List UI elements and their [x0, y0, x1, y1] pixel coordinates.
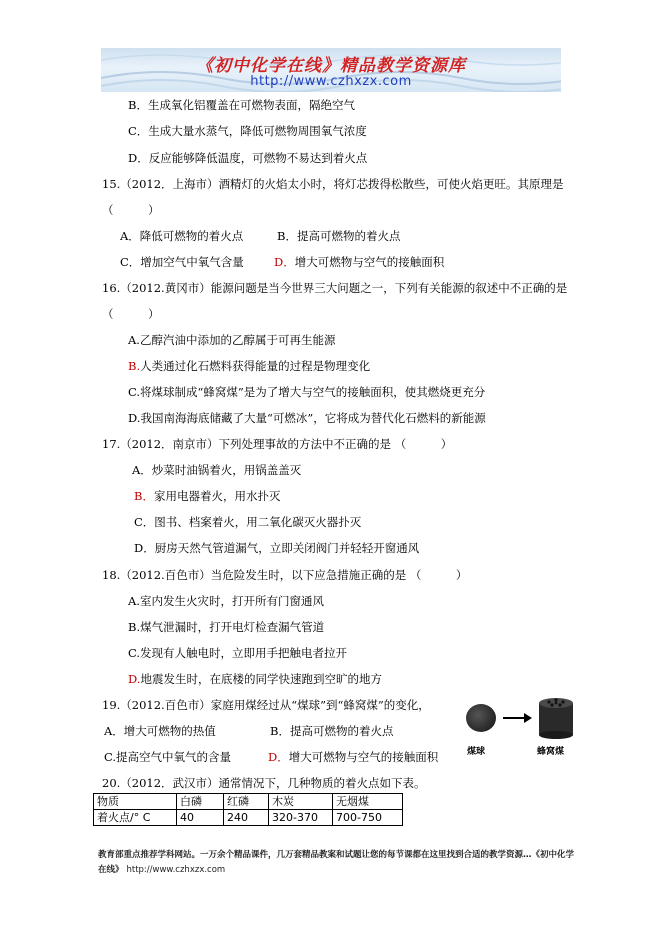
q15-option-b: B．提高可燃物的着火点 — [277, 229, 401, 243]
q16-stem: 16.（2012.黄冈市）能源问题是当今世界三大问题之一，下列有关能源的叙述中不正确的是 — [102, 281, 568, 295]
q18-option-b: B.煤气泄漏时，打开电灯检查漏气管道 — [128, 620, 325, 634]
q17-option-b — [134, 489, 280, 503]
table-header-row — [94, 794, 403, 810]
banner-url-link[interactable]: http://www.czhxzx.com — [250, 74, 412, 89]
page-footer — [98, 848, 578, 878]
q14-option-d: D．反应能够降低温度，可燃物不易达到着火点 — [128, 151, 368, 165]
table-header-cell: 物质 — [94, 794, 177, 810]
q19-option-b: B．提高可燃物的着火点 — [270, 724, 394, 738]
honeycomb-briquette-image — [536, 695, 576, 739]
footer-text: 教育部重点推荐学科网站。一万余个精品课件，几万套精品教案和试题让您的每节课都在这里找到合适的教学资源…《初中化学在线》 — [98, 850, 575, 875]
table-header-cell: 红磷 — [224, 794, 269, 810]
q17-option-a: A．炒菜时油锅着火，用锅盖盖灭 — [132, 463, 302, 477]
table-cell: 700-750 — [333, 810, 403, 826]
q19-option-d — [268, 750, 438, 764]
footer-url-link[interactable]: http://www.czhxzx.com — [126, 865, 226, 875]
q19-answer-letter: D． — [268, 750, 289, 764]
coal-ball-image — [466, 704, 496, 732]
q15-option-d-text: 增大可燃物与空气的接触面积 — [294, 255, 445, 269]
q15-stem: 15.（2012．上海市）酒精灯的火焰太小时，将灯芯拨得松散些，可使火焰更旺。其原理是 — [102, 177, 564, 191]
q16-option-b — [128, 359, 370, 373]
q16-option-a: A.乙醇汽油中添加的乙醇属于可再生能源 — [128, 333, 336, 347]
arrow-right-icon — [503, 712, 533, 724]
honeycomb-briquette-caption: 蜂窝煤 — [537, 747, 565, 757]
q20-stem: 20.（2012．武汉市）通常情况下，几种物质的着火点如下表。 — [102, 776, 426, 790]
q15-option-d — [274, 255, 444, 269]
q15-answer-letter: D． — [274, 255, 295, 269]
q19-stem: 19.（2012.百色市）家庭用煤经过从“煤球”到“蜂窝煤”的变化， — [102, 698, 430, 712]
table-header-cell: 木炭 — [269, 794, 333, 810]
q16-option-d: D.我国南海海底储藏了大量“可燃冰”，它将成为替代化石燃料的新能源 — [128, 411, 486, 425]
q17-answer-letter: B． — [134, 489, 154, 503]
table-header-cell: 白磷 — [177, 794, 224, 810]
banner-title: 《初中化学在线》精品教学资源库 — [196, 56, 466, 76]
table-cell: 着火点/° C — [94, 810, 177, 826]
table-cell: 320-370 — [269, 810, 333, 826]
ignition-point-table — [93, 793, 403, 826]
q16-answer-blank: （ ） — [102, 307, 160, 321]
q15-option-c: C．增加空气中氧气含量 — [120, 255, 244, 269]
q16-answer-letter: B. — [128, 359, 141, 373]
header-banner — [101, 48, 561, 92]
q15-option-a: A．降低可燃物的着火点 — [120, 229, 244, 243]
q16-option-b-text: 人类通过化石燃料获得能量的过程是物理变化 — [140, 359, 371, 373]
q15-answer-blank: （ ） — [102, 203, 160, 217]
q19-option-a: A．增大可燃物的热值 — [104, 724, 216, 738]
table-cell: 40 — [177, 810, 224, 826]
q18-option-a: A.室内发生火灾时，打开所有门窗通风 — [128, 594, 324, 608]
q18-answer-letter: D. — [128, 672, 141, 686]
q19-option-c: C.提高空气中氧气的含量 — [104, 750, 232, 764]
q18-stem: 18.（2012.百色市）当危险发生时，以下应急措施正确的是 （ ） — [102, 568, 468, 582]
q17-option-c: C．图书、档案着火，用二氧化碳灭火器扑灭 — [134, 515, 362, 529]
table-cell: 240 — [224, 810, 269, 826]
q18-option-d — [128, 672, 382, 686]
q18-option-c: C.发现有人触电时，立即用手把触电者拉开 — [128, 646, 348, 660]
q16-option-c: C.将煤球制成“蜂窝煤”是为了增大与空气的接触面积，使其燃烧更充分 — [128, 385, 486, 399]
q18-option-d-text: 地震发生时，在底楼的同学快速跑到空旷的地方 — [140, 672, 382, 686]
q19-option-d-text: 增大可燃物与空气的接触面积 — [288, 750, 439, 764]
coal-ball-caption: 煤球 — [467, 747, 486, 757]
q17-option-d: D．厨房天然气管道漏气，立即关闭阀门并轻轻开窗通风 — [134, 541, 420, 555]
table-header-cell: 无烟煤 — [333, 794, 403, 810]
q17-stem: 17.（2012．南京市）下列处理事故的方法中不正确的是 （ ） — [102, 437, 453, 451]
q14-option-c: C．生成大量水蒸气，降低可燃物周围氧气浓度 — [128, 124, 367, 138]
q17-option-b-text: 家用电器着火，用水扑灭 — [153, 489, 281, 503]
table-row — [94, 810, 403, 826]
q14-option-b: B．生成氧化铝覆盖在可燃物表面，隔绝空气 — [128, 98, 355, 112]
